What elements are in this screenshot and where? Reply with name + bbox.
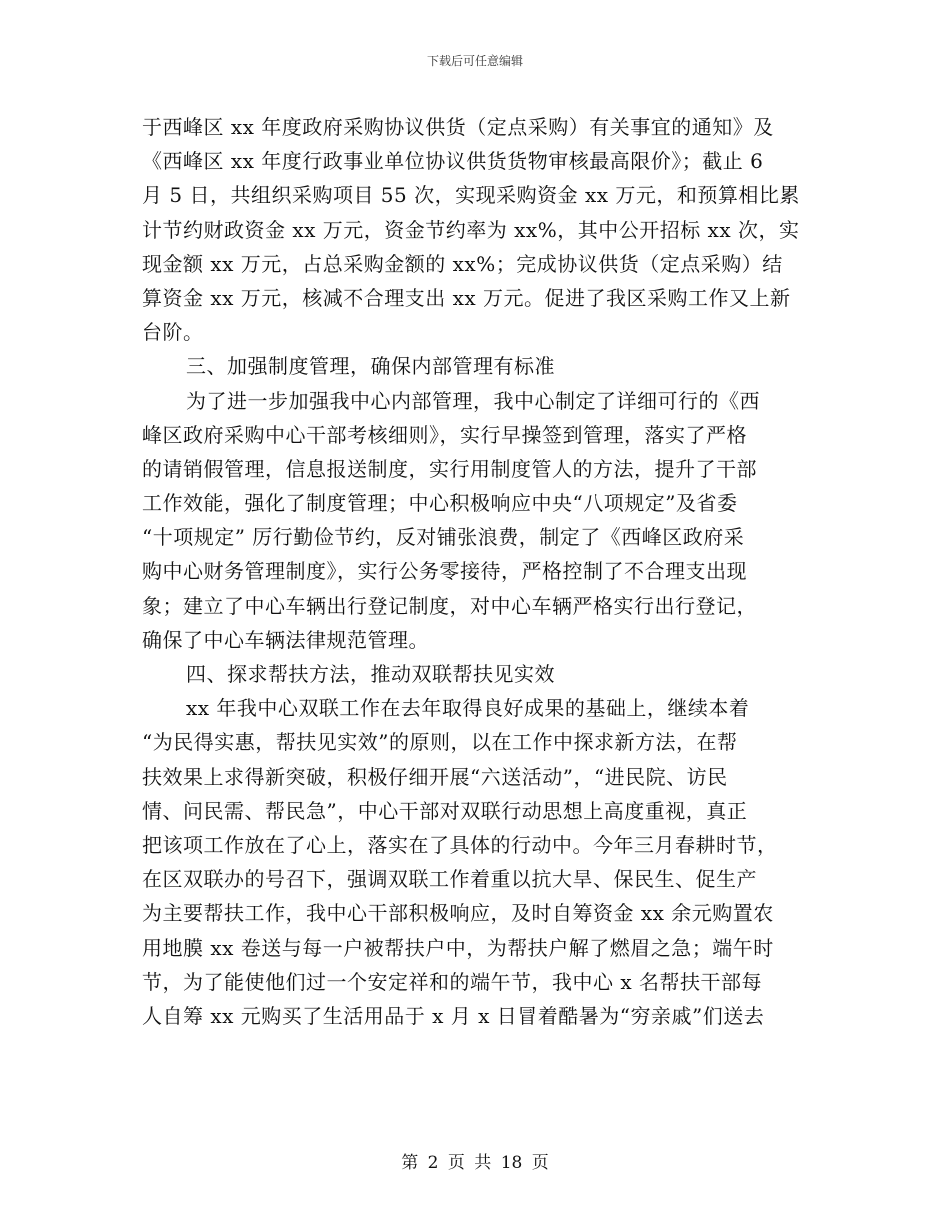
text-line: 的请销假管理，信息报送制度，实行用制度管人的方法，提升了干部 [142,456,757,481]
text-line: 计节约财政资金 xx 万元，资金节约率为 xx%，其中公开招标 xx 次，实 [142,217,800,242]
text-line: 算资金 xx 万元，核减不合理支出 xx 万元。促进了我区采购工作又上新 [142,285,791,310]
text-line: 为主要帮扶工作，我中心干部积极响应，及时自筹资金 xx 余元购置农 [142,901,774,926]
paragraph-start-line: 四、探求帮扶方法，推动双联帮扶见实效 [186,662,555,686]
text-line: 扶效果上求得新突破，积极仔细开展“六送活动”，“进民院、访民 [142,764,728,789]
page-header-note: 下载后可任意编辑 [426,54,523,68]
document-body [142,110,812,1033]
text-line: 现金额 xx 万元，占总采购金额的 xx%；完成协议供货（定点采购）结 [142,251,783,276]
paragraph-start-line: 为了进一步加强我中心内部管理，我中心制定了详细可行的《西 [186,388,760,413]
text-line: 象；建立了中心车辆出行登记制度，对中心车辆严格实行出行登记， [142,593,757,618]
text-line: 节，为了能使他们过一个安定祥和的端午节，我中心 x 名帮扶干部每 [142,969,762,994]
text-line: 人自筹 xx 元购买了生活用品于 x 月 x 日冒着酷暑为“穷亲戚”们送去 [142,1003,765,1028]
text-line: 情、问民需、帮民急”，中心干部对双联行动思想上高度重视，真正 [142,798,748,823]
paragraph-start-line: xx 年我中心双联工作在去年取得良好成果的基础上，继续本着 [186,696,750,721]
text-line: 用地膜 xx 卷送与每一户被帮扶户中，为帮扶户解了燃眉之急；端午时 [142,935,774,960]
text-line: 购中心财务管理制度》，实行公务零接待，严格控制了不合理支出现 [142,559,747,584]
text-line: 台阶。 [142,320,204,345]
text-line: 在区双联办的号召下，强调双联工作着重以抗大旱、保民生、促生产 [142,867,757,892]
text-line: 月 5 日，共组织采购项目 55 次，实现采购资金 xx 万元，和预算相比累 [142,183,800,208]
page-number-footer: 第 2 页 共 18 页 [401,1153,549,1173]
text-line: 工作效能，强化了制度管理；中心积极响应中央“八项规定”及省委 [142,491,738,516]
text-line: 把该项工作放在了心上，落实在了具体的行动中。今年三月春耕时节， [142,832,778,857]
text-line: “为民得实惠，帮扶见实效”的原则，以在工作中探求新方法，在帮 [142,730,738,755]
text-line: 峰区政府采购中心干部考核细则》，实行早操签到管理，落实了严格 [142,422,747,447]
text-line: 确保了中心车辆法律规范管理。 [142,627,429,652]
text-line: “十项规定” 厉行勤俭节约，反对铺张浪费，制定了《西峰区政府采 [142,525,745,550]
text-line: 于西峰区 xx 年度政府采购协议供货（定点采购）有关事宜的通知》及 [142,115,774,139]
text-line: 《西峰区 xx 年度行政事业单位协议供货货物审核最高限价》；截止 6 [142,149,764,174]
paragraph-start-line: 三、加强制度管理，确保内部管理有标准 [186,354,555,379]
